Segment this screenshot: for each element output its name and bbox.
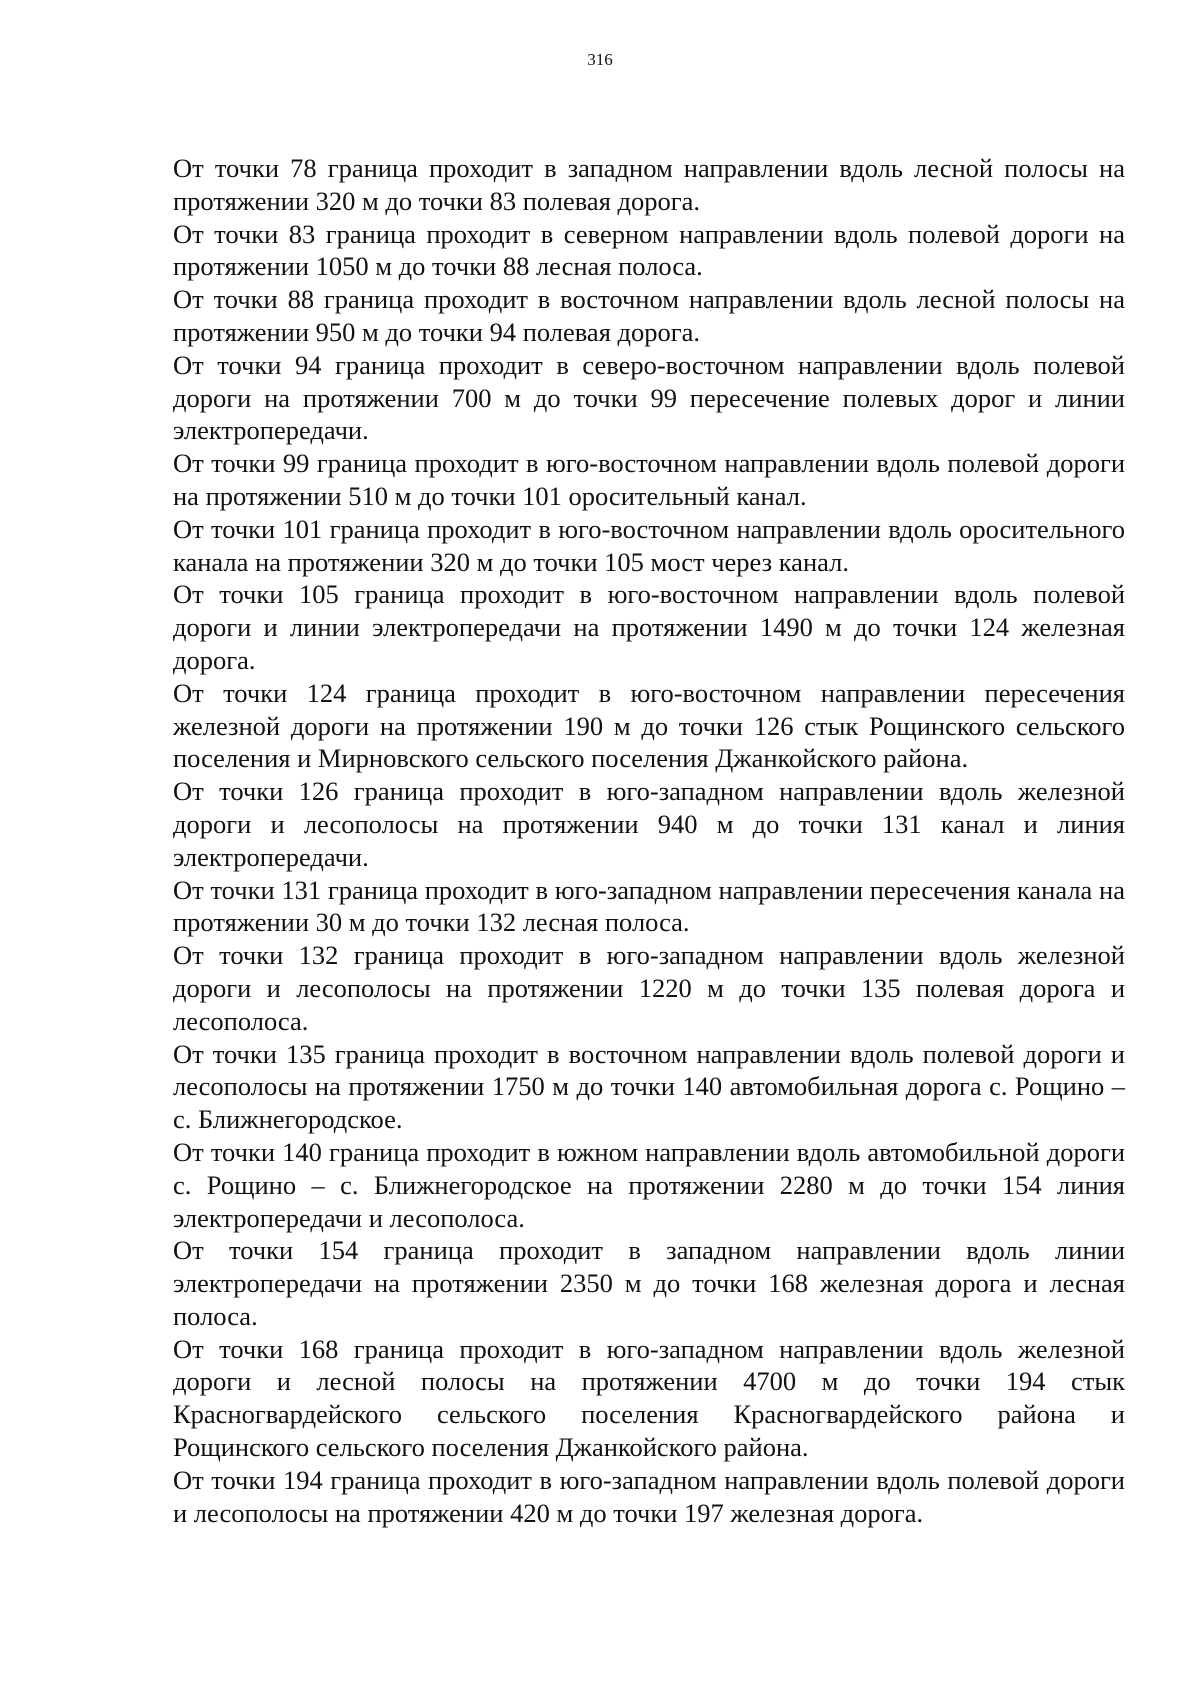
paragraph-point-88: От точки 88 граница проходит в восточном направлении вдоль лесной полосы на протяжении 950 м до точки 94 полевая дорога. [173,284,1125,347]
document-body [173,152,1125,1529]
paragraph-point-194: От точки 194 граница проходит в юго-западном направлении вдоль полевой дороги и лесополосы на протяжении 420 м до точки 197 железная дорога. [173,1464,1125,1528]
paragraph-point-154: От точки 154 граница проходит в западном направлении вдоль линии электропередачи на протяжении 2350 м до точки 168 железная дорога и лесная полоса. [173,1235,1125,1331]
paragraph-point-99: От точки 99 граница проходит в юго-восточном направлении вдоль полевой дороги на протяжении 510 м до точки 101 оросительный канал. [173,448,1125,511]
paragraph-point-135: От точки 135 граница проходит в восточном направлении вдоль полевой дороги и лесополосы на протяжении 1750 м до точки 140 автомобильная дорога с. Рощино – с. Ближнегородское. [173,1038,1125,1135]
paragraph-point-105: От точки 105 граница проходит в юго-восточном направлении вдоль полевой дороги и линии электропередачи на протяжении 1490 м до точки 124 железная дорога. [173,579,1125,675]
paragraph-point-131: От точки 131 граница проходит в юго-западном направлении пересечения канала на протяжении 30 м до точки 132 лесная полоса. [173,874,1125,938]
paragraph-point-78: От точки 78 граница проходит в западном направлении вдоль лесной полосы на протяжении 320 м до точки 83 полевая дорога. [173,153,1125,216]
paragraph-point-94: От точки 94 граница проходит в северо-восточном направлении вдоль полевой дороги на протяжении 700 м до точки 99 пересечение полевых дорог и линии электропередачи. [173,349,1125,446]
paragraph-point-124: От точки 124 граница проходит в юго-восточном направлении пересечения железной дороги на протяжении 190 м до точки 126 стык Рощинского сельского поселения и Мирновского сельского поселения Джанкойского района. [173,677,1125,774]
paragraph-point-132: От точки 132 граница проходит в юго-западном направлении вдоль железной дороги и лесополосы на протяжении 1220 м до точки 135 полевая дорога и лесополоса. [173,940,1125,1036]
paragraph-point-83: От точки 83 граница проходит в северном направлении вдоль полевой дороги на протяжении 1050 м до точки 88 лесная полоса. [173,218,1125,282]
paragraph-point-126: От точки 126 граница проходит в юго-западном направлении вдоль железной дороги и лесополосы на протяжении 940 м до точки 131 канал и линия электропередачи. [173,776,1125,872]
paragraph-point-168: От точки 168 граница проходит в юго-западном направлении вдоль железной дороги и лесной полосы на протяжении 4700 м до точки 194 стык Красногвардейского сельского поселения Красногвардейского района и Рощинского сельского поселения Джанкойского района. [173,1333,1125,1463]
paragraph-point-101: От точки 101 граница проходит в юго-восточном направлении вдоль оросительного канала на протяжении 320 м до точки 105 мост через канал. [173,513,1125,577]
paragraph-point-140: От точки 140 граница проходит в южном направлении вдоль автомобильной дороги с. Рощино – с. Ближнегородское на протяжении 2280 м до точки 154 линия электропередачи и лесополоса. [173,1136,1125,1233]
page-number: 316 [587,50,613,69]
